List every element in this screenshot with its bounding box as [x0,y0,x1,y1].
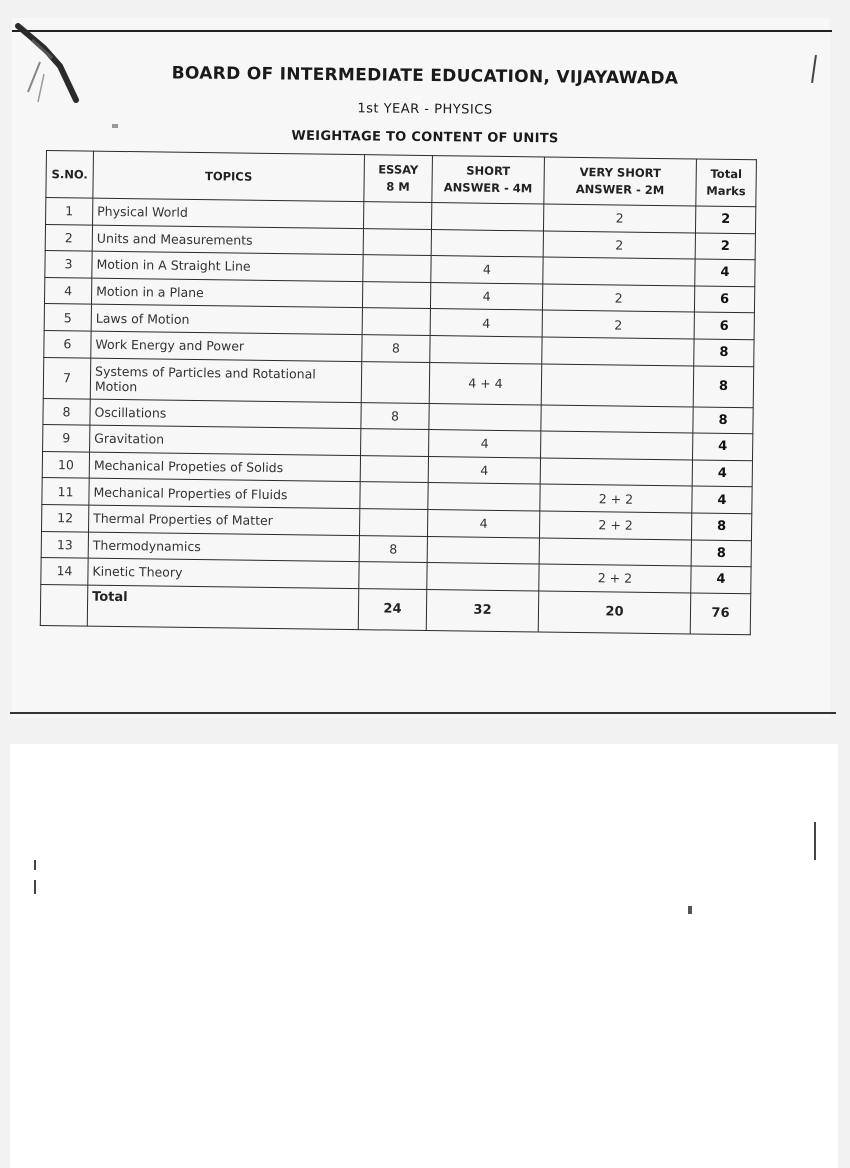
cell-short: 4 [427,509,539,537]
cell-sno: 7 [43,357,91,399]
cell-essay [363,228,431,255]
cell-topic: Physical World [93,198,364,228]
cell-essay: 8 [359,535,427,562]
cell-total: 4 [695,259,755,286]
cell-total: 4 [692,486,752,513]
cell-essay: 8 [361,402,429,429]
cell-short: 4 [428,456,540,484]
cell-total: 8 [691,513,751,540]
cell-short [431,229,543,257]
cell-topic: Gravitation [90,425,361,455]
cell-total: 8 [693,407,753,434]
margin-mark [34,880,36,894]
cell-very-short [539,538,691,567]
cell-topic: Oscillations [90,399,361,429]
cell-short [427,536,539,564]
total-short: 32 [426,589,539,631]
weightage-table-wrapper [40,150,757,635]
cell-essay [362,308,430,335]
cell-short: 4 + 4 [429,362,542,404]
cell-sno: 3 [45,251,92,278]
cell-sno: 6 [44,330,91,357]
cell-total: 2 [695,206,755,233]
cell-very-short: 2 + 2 [539,564,691,593]
lower-sheet [10,744,838,1168]
cell-sno: 2 [45,224,92,251]
subject-subtitle: 1st YEAR - PHYSICS [357,101,493,118]
cell-short [428,483,540,511]
cell-short [431,203,543,231]
cell-sno: 11 [42,478,89,505]
total-very-short: 20 [538,591,691,634]
cell-total: 4 [692,460,752,487]
cell-short [430,336,542,364]
cell-very-short [542,337,694,366]
cell-very-short: 2 [543,231,695,260]
top-edge-rule [12,30,832,32]
cell-topic: Units and Measurements [92,225,363,255]
header-topics: TOPICS [93,151,365,202]
cell-essay: 8 [362,335,430,362]
header-very-short-answer: VERY SHORT ANSWER - 2M [544,157,697,206]
cell-very-short: 2 + 2 [539,511,691,540]
cell-sno: 12 [42,504,89,531]
cell-topic: Kinetic Theory [88,558,359,588]
cell-total: 4 [693,433,753,460]
cell-very-short: 2 [542,310,694,339]
cell-topic: Mechanical Properties of Fluids [89,478,360,508]
cell-sno: 4 [44,277,91,304]
cell-essay [360,482,428,509]
cell-essay [364,202,432,229]
cell-total: 8 [691,540,751,567]
cell-essay [359,562,427,589]
cell-short: 4 [430,282,542,310]
totals-label: Total [87,585,359,630]
weightage-table [40,150,757,635]
cell-topic: Mechanical Propeties of Solids [89,452,360,482]
cell-topic: Motion in A Straight Line [92,251,363,281]
cell-short [427,563,539,591]
cell-sno: 8 [43,398,90,425]
cell-total: 2 [695,233,755,260]
speck [688,906,692,914]
margin-mark [814,822,816,860]
cell-very-short [543,257,695,286]
header-short-answer: SHORT ANSWER - 4M [432,156,545,204]
header-essay: ESSAY 8 M [364,155,433,203]
cell-short: 4 [430,309,542,337]
cell-total: 8 [694,339,754,366]
total-essay: 24 [358,588,427,630]
cell-topic: Systems of Particles and Rotational Motion [90,358,362,403]
bottom-edge-rule [10,712,836,714]
totals-row [40,584,750,634]
cell-sno-empty [40,584,88,626]
cell-total: 6 [694,312,754,339]
weightage-heading: WEIGHTAGE TO CONTENT OF UNITS [291,128,559,147]
cell-short: 4 [431,256,543,284]
cell-very-short: 2 [543,204,695,233]
cell-essay [361,429,429,456]
cell-topic: Thermal Properties of Matter [89,505,360,535]
cell-topic: Laws of Motion [91,304,362,334]
cell-sno: 13 [41,531,88,558]
cell-total: 8 [693,366,754,408]
cell-very-short [541,431,693,460]
cell-very-short [541,364,694,407]
board-title: BOARD OF INTERMEDIATE EDUCATION, VIJAYAWADA [171,63,679,89]
cell-sno: 10 [42,451,89,478]
header-total-marks: Total Marks [696,159,757,207]
cell-very-short [541,405,693,434]
cell-topic: Thermodynamics [88,532,359,562]
cell-essay [363,255,431,282]
cell-very-short [540,458,692,487]
margin-mark [34,860,36,870]
cell-sno: 5 [44,304,91,331]
cell-essay [360,455,428,482]
cell-total: 4 [691,566,751,593]
cell-total: 6 [694,286,754,313]
cell-essay [359,509,427,536]
cell-sno: 14 [41,558,88,585]
cell-topic: Work Energy and Power [91,331,362,361]
grand-total: 76 [690,593,751,635]
cell-very-short: 2 + 2 [540,484,692,513]
cell-essay [362,281,430,308]
cell-sno: 9 [43,425,90,452]
cell-short [429,403,541,431]
cell-short: 4 [429,430,541,458]
cell-sno: 1 [46,198,93,225]
header-sno: S.NO. [46,151,94,199]
cell-topic: Motion in a Plane [91,278,362,308]
cell-essay [361,361,430,403]
cell-very-short: 2 [542,284,694,313]
